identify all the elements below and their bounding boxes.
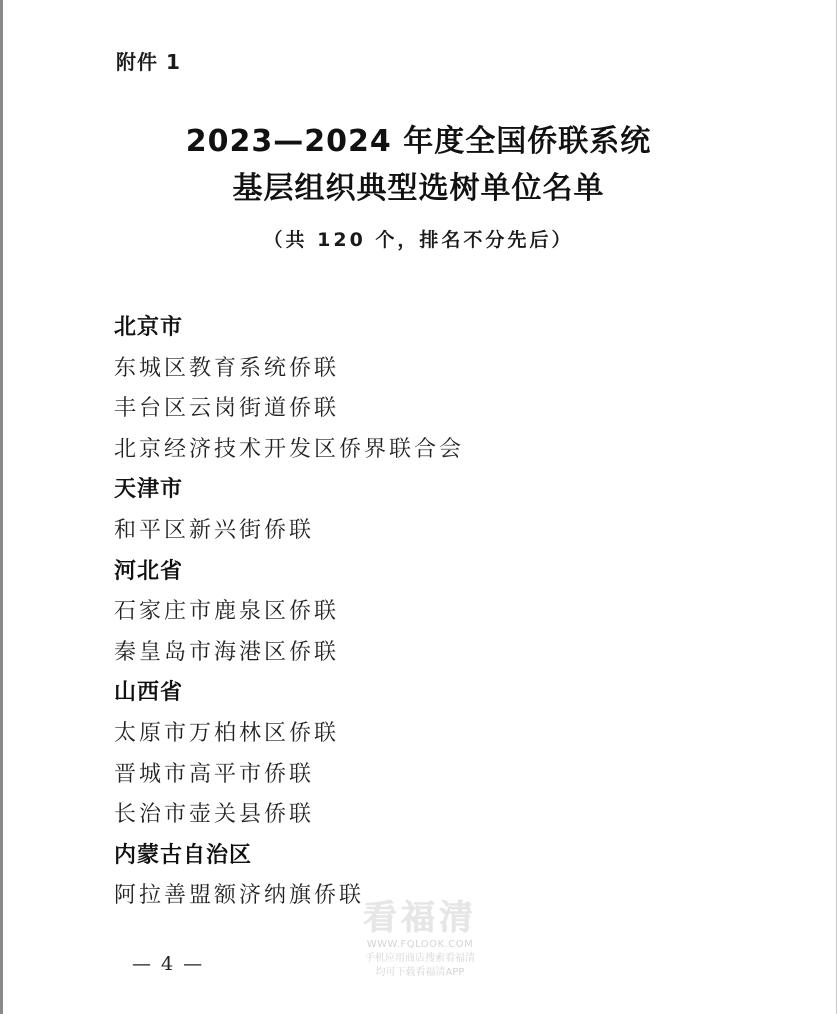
region-heading: 北京市 [114,315,184,340]
region-heading: 内蒙古自治区 [114,842,253,868]
document-subtitle: （共 120 个，排名不分先后） [263,229,574,251]
watermark-line2: 均可下载看福清APP [375,967,465,978]
watermark [345,898,495,980]
unit-item: 石家庄市鹿泉区侨联 [114,599,340,625]
unit-list [114,308,734,917]
unit-item: 和平区新兴街侨联 [114,517,315,543]
watermark-line1: 手机应用商店搜索看福清 [365,953,475,964]
document-title-line1: 2023—2024 年度全国侨联系统 [185,124,652,159]
unit-item: 北京经济技术开发区侨界联合会 [114,436,465,462]
unit-item: 秦皇岛市海港区侨联 [114,639,340,665]
region-heading: 山西省 [114,680,184,706]
watermark-brand: 看福清 [363,898,477,938]
watermark-url: WWW.FQLOOK.COM [366,939,474,950]
unit-item: 太原市万柏林区侨联 [114,720,340,746]
attachment-label: 附件 1 [116,50,181,74]
unit-item: 丰台区云岗街道侨联 [114,396,340,422]
page-number: — 4 — [132,953,205,975]
unit-item: 晋城市高平市侨联 [114,761,315,787]
unit-item: 阿拉善盟额济纳旗侨联 [114,883,365,909]
region-heading: 天津市 [114,477,184,503]
unit-item: 东城区教育系统侨联 [114,355,340,381]
unit-item: 长治市壶关县侨联 [114,802,315,828]
document-title-line2: 基层组织典型选树单位名单 [232,171,605,206]
region-heading: 河北省 [114,558,184,584]
